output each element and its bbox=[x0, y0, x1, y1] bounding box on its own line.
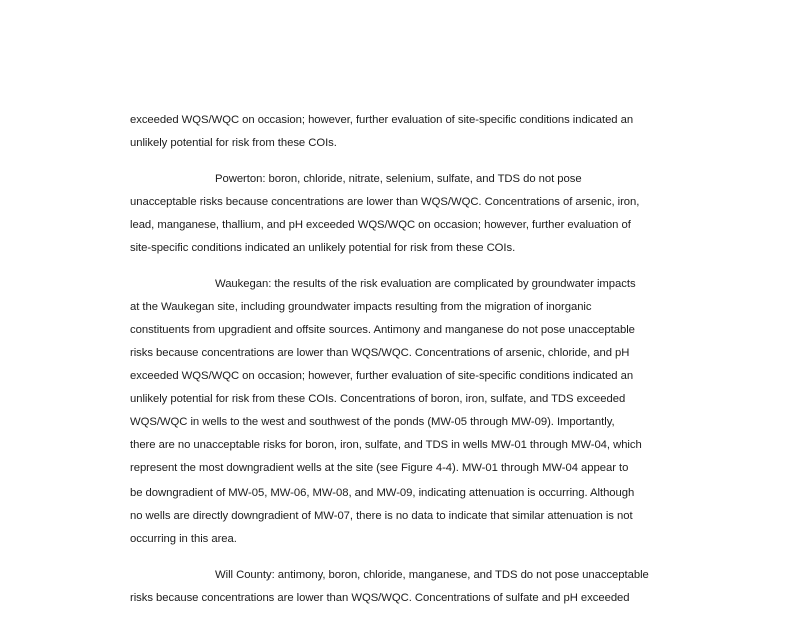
text-line: risks because concentrations are lower than WQS/WQC. Concentrations of sulfate and pH exceeded bbox=[130, 592, 630, 604]
paragraph-waukegan-lead: Waukegan: the results of the risk evaluation are complicated by groundwater impacts bbox=[215, 278, 636, 290]
text-line: unlikely potential for risk from these COIs. bbox=[130, 137, 337, 149]
text-line: WQS/WQC in wells to the west and southwest of the ponds (MW-05 through MW-09). Importantly, bbox=[130, 416, 615, 428]
text-line: be downgradient of MW-05, MW-06, MW-08, and MW-09, indicating attenuation is occurring. Although bbox=[130, 487, 635, 499]
text-line: unacceptable risks because concentrations are lower than WQS/WQC. Concentrations of arsenic, iron, bbox=[130, 196, 640, 208]
text-line: constituents from upgradient and offsite sources. Antimony and manganese do not pose unacceptable bbox=[130, 324, 635, 336]
text-line: risks because concentrations are lower than WQS/WQC. Concentrations of arsenic, chloride, and pH bbox=[130, 347, 630, 359]
text-line: there are no unacceptable risks for boron, iron, sulfate, and TDS in wells MW-01 through MW-04, which bbox=[130, 439, 642, 451]
text-line: no wells are directly downgradient of MW-07, there is no data to indicate that similar attenuation is not bbox=[130, 510, 633, 522]
paragraph-powerton-lead: Powerton: boron, chloride, nitrate, selenium, sulfate, and TDS do not pose bbox=[215, 173, 582, 185]
text-line: site-specific conditions indicated an unlikely potential for risk from these COIs. bbox=[130, 242, 516, 254]
text-line: exceeded WQS/WQC on occasion; however, further evaluation of site-specific conditions indicated an bbox=[130, 114, 634, 126]
text-line: unlikely potential for risk from these COIs. Concentrations of boron, iron, sulfate, and TDS exceeded bbox=[130, 393, 626, 405]
text-line: exceeded WQS/WQC on occasion; however, further evaluation of site-specific conditions indicated an bbox=[130, 370, 634, 382]
text-line: at the Waukegan site, including groundwater impacts resulting from the migration of inorganic bbox=[130, 301, 592, 313]
text-line: occurring in this area. bbox=[130, 533, 237, 545]
text-line: represent the most downgradient wells at the site (see Figure 4-4). MW-01 through MW-04 appear to bbox=[130, 462, 629, 474]
paragraph-will-county-lead: Will County: antimony, boron, chloride, manganese, and TDS do not pose unacceptable bbox=[215, 569, 649, 581]
text-line: lead, manganese, thallium, and pH exceeded WQS/WQC on occasion; however, further evaluation of bbox=[130, 219, 631, 231]
